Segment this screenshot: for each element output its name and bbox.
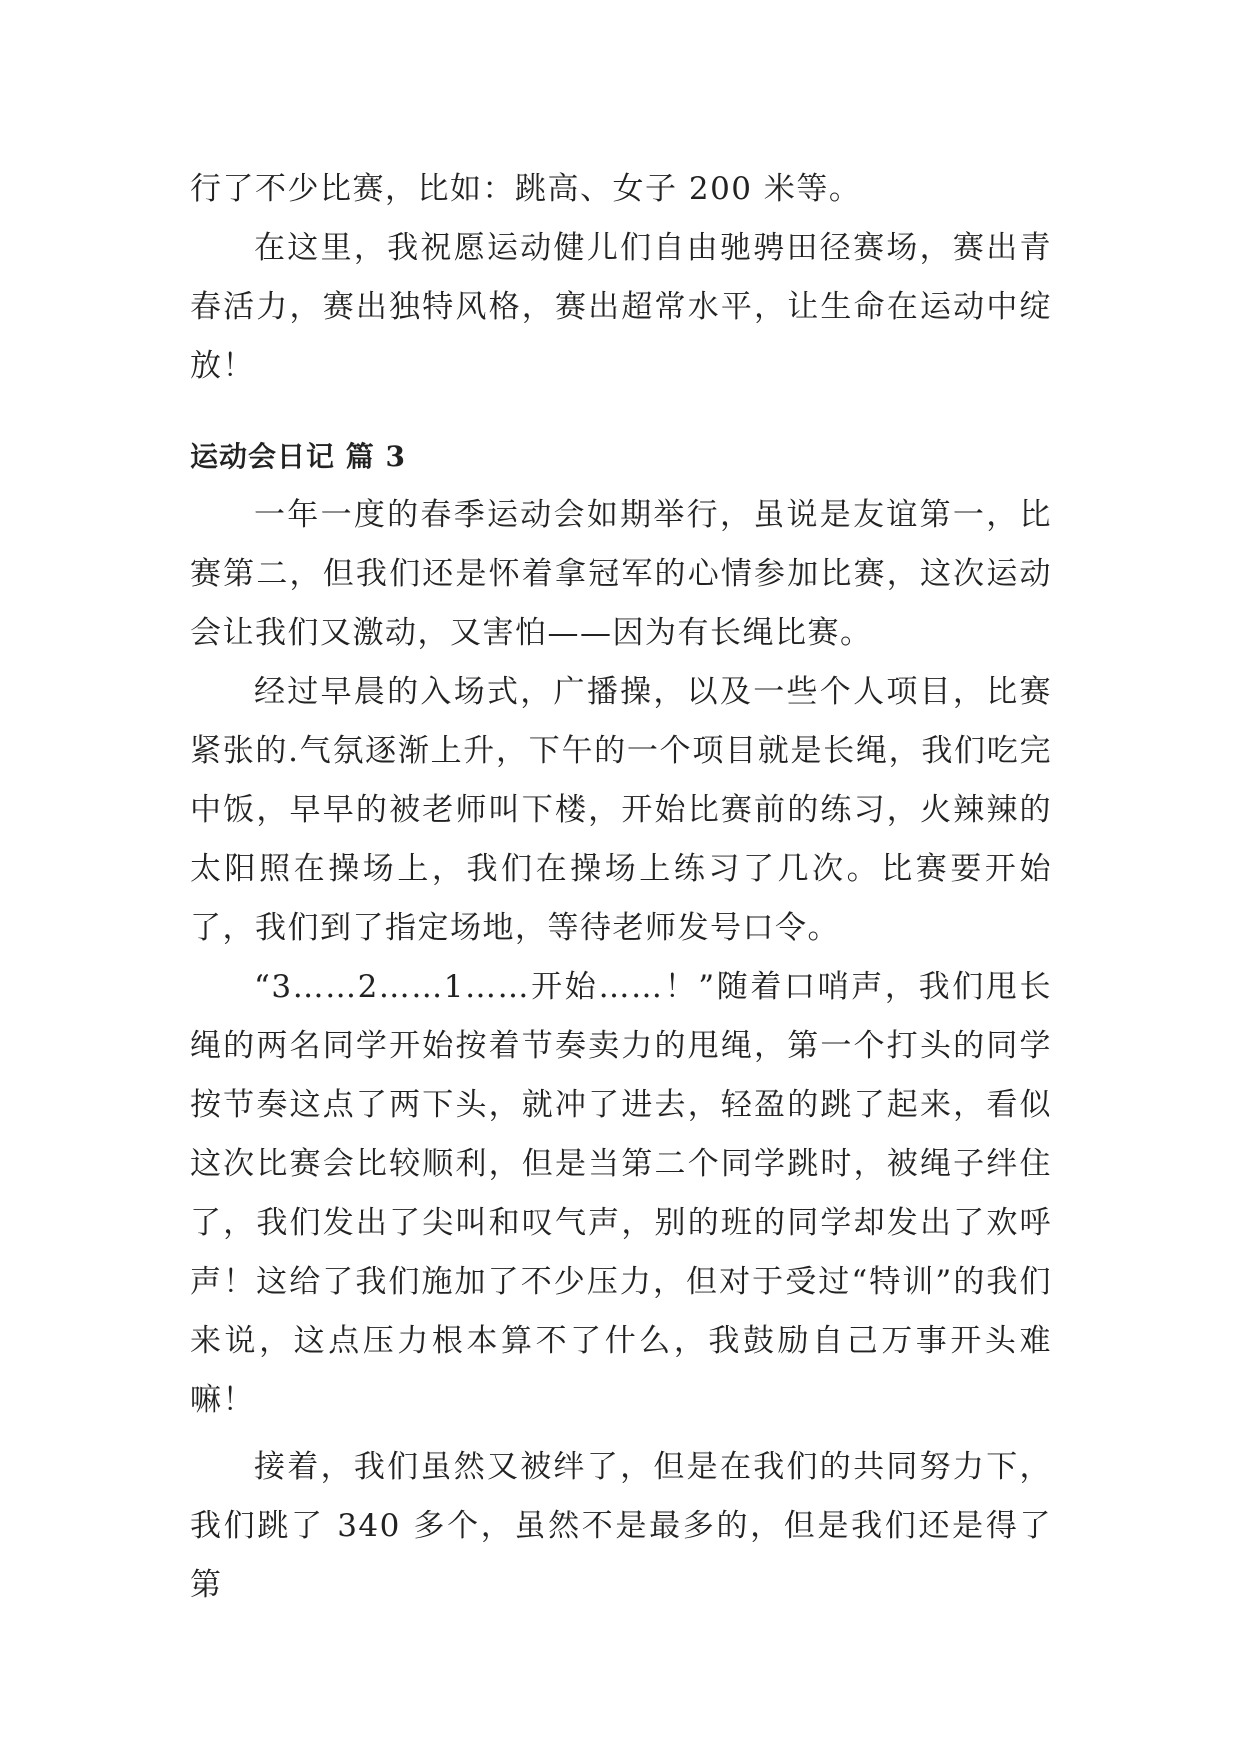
section-heading: 运动会日记 篇 3 <box>190 440 406 473</box>
paragraph-4: 接着，我们虽然又被绊了，但是在我们的共同努力下，我们跳了 340 多个，虽然不是最多的，但是我们还是得了第 <box>190 1449 1052 1603</box>
document-body <box>190 160 1052 1615</box>
wish-paragraph: 在这里，我祝愿运动健儿们自由驰骋田径赛场，赛出青春活力，赛出独特风格，赛出超常水平，让生命在运动中绽放！ <box>190 230 1052 384</box>
paragraph-3: “3……2……1……开始……！”随着口哨声，我们甩长绳的两名同学开始按着节奏卖力的甩绳，第一个打头的同学按节奏这点了两下头，就冲了进去，轻盈的跳了起来，看似这次比赛会比较顺利，但是当第二个同学跳时，被绳子绊住了，我们发出了尖叫和叹气声，别的班的同学却发出了欢呼声！这给了我们施加了不少压力，但对于受过“特训”的我们来说，这点压力根本算不了什么，我鼓励自己万事开头难嘛！ <box>190 969 1052 1418</box>
continued-paragraph: 行了不少比赛，比如：跳高、女子 200 米等。 <box>190 171 862 207</box>
paragraph-2: 经过早晨的入场式，广播操，以及一些个人项目，比赛紧张的.气氛逐渐上升，下午的一个项目就是长绳，我们吃完中饭，早早的被老师叫下楼，开始比赛前的练习，火辣辣的太阳照在操场上，我们在操场上练习了几次。比赛要开始了，我们到了指定场地，等待老师发号口令。 <box>190 674 1052 946</box>
paragraph-1: 一年一度的春季运动会如期举行，虽说是友谊第一，比赛第二，但我们还是怀着拿冠军的心情参加比赛，这次运动会让我们又激动，又害怕——因为有长绳比赛。 <box>190 497 1052 651</box>
